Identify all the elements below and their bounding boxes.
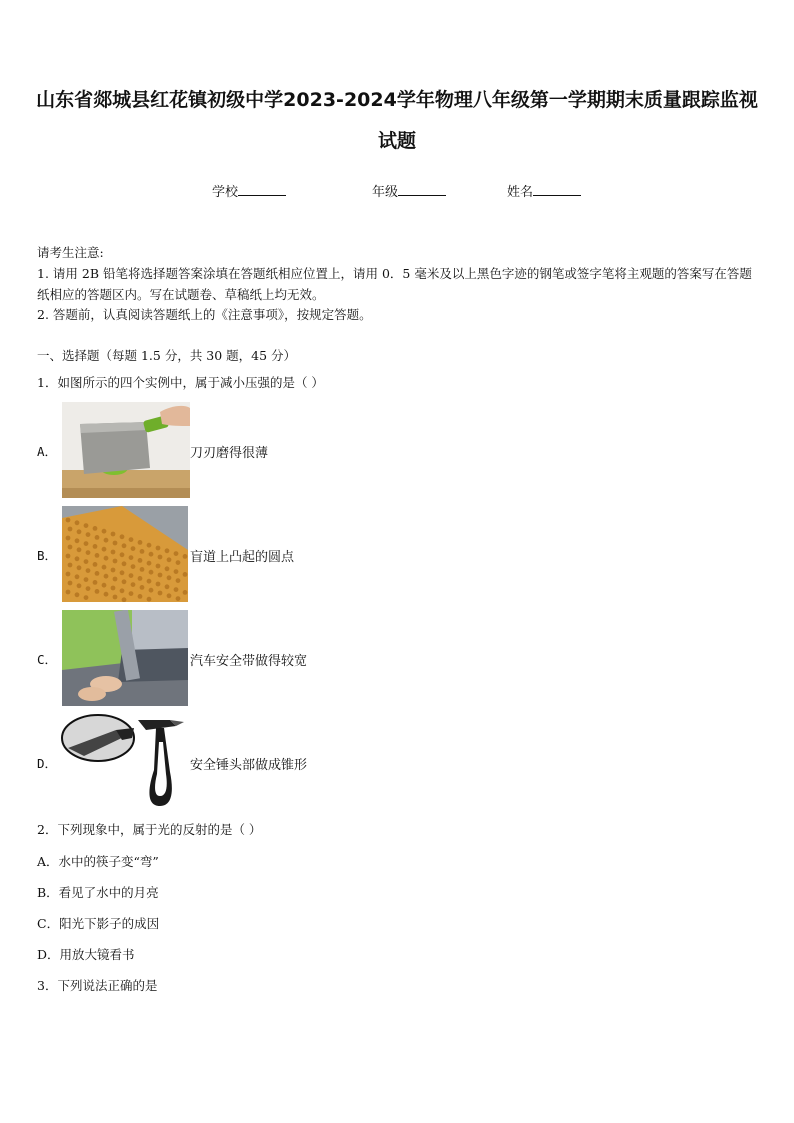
school-field (212, 181, 286, 200)
grade-blank[interactable] (398, 183, 446, 196)
q1-option-c-letter: C． (37, 652, 58, 667)
q2-option-d: D．用放大镜看书 (37, 947, 135, 962)
seatbelt-photo (62, 610, 188, 706)
name-label: 姓名 (507, 185, 534, 200)
question-2-stem: 2．下列现象中，属于光的反射的是（ ） (37, 822, 262, 837)
grade-field (372, 181, 446, 200)
q1-option-d-text: 安全锤头部做成锥形 (190, 758, 308, 773)
exam-title-line2: 试题 (377, 130, 416, 152)
question-3-stem: 3．下列说法正确的是 (37, 978, 158, 993)
q2-option-b: B．看见了水中的月亮 (37, 885, 159, 900)
tactile-paving-photo (62, 506, 188, 602)
q1-option-d-letter: D． (37, 756, 58, 771)
name-field (507, 181, 581, 200)
q1-option-b-text: 盲道上凸起的圆点 (190, 550, 295, 565)
name-blank[interactable] (533, 183, 581, 196)
q2-option-a: A．水中的筷子变“弯” (37, 854, 159, 869)
grade-label: 年级 (372, 185, 399, 200)
q1-option-a-letter: A． (37, 444, 58, 459)
question-1-stem: 1．如图所示的四个实例中，属于减小压强的是（ ） (37, 375, 324, 390)
notice-item-1: 1. 请用 2B 铅笔将选择题答案涂填在答题纸相应位置上，请用 0．5 毫米及以上黑色字迹的钢笔或签字笔将主观题的答案写在答题纸相应的答题区内。写在试题卷、草稿纸上均无效。 (37, 266, 752, 302)
school-label: 学校 (212, 185, 239, 200)
q1-option-c-text: 汽车安全带做得较宽 (190, 654, 308, 669)
q1-option-b-letter: B． (37, 548, 58, 563)
section-heading: 一、选择题（每题 1.5 分，共 30 题，45 分） (37, 348, 297, 363)
exam-title-line1: 山东省郯城县红花镇初级中学2023-2024学年物理八年级第一学期期末质量跟踪监视 (36, 89, 758, 111)
notice-heading: 请考生注意: (37, 245, 104, 260)
school-blank[interactable] (238, 183, 286, 196)
q1-option-a-text: 刀刃磨得很薄 (190, 446, 269, 461)
knife-photo (62, 402, 190, 498)
notice-item-2: 2. 答题前，认真阅读答题纸上的《注意事项》，按规定答题。 (37, 307, 372, 322)
q2-option-c: C．阳光下影子的成因 (37, 916, 160, 931)
safety-hammer-photo (60, 712, 188, 810)
